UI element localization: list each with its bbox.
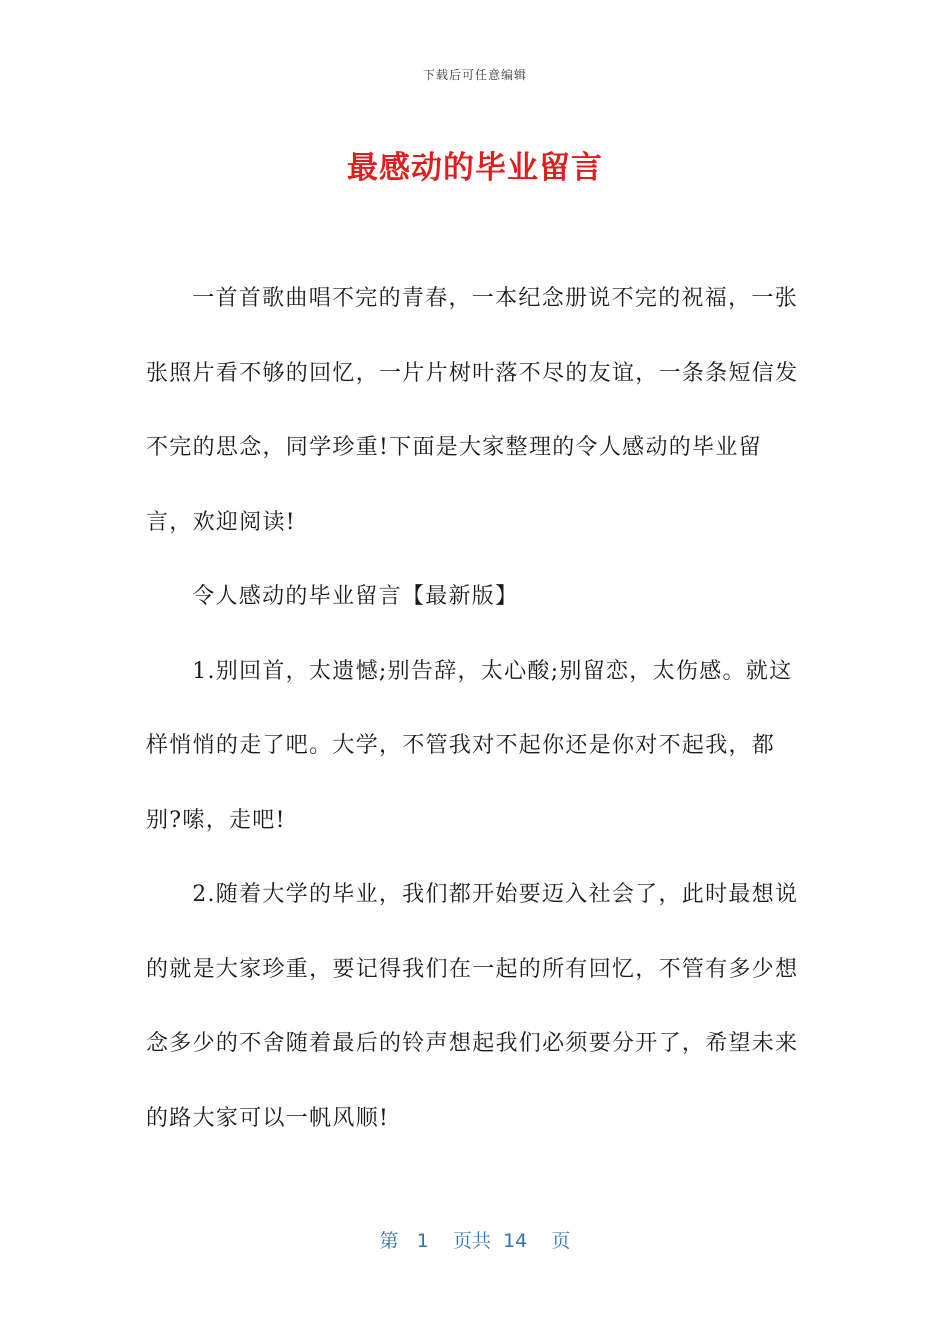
document-body [146, 262, 806, 1156]
page-footer [0, 1226, 950, 1253]
document-title: 最感动的毕业留言 [347, 150, 603, 186]
footer-prefix: 第 [379, 1230, 399, 1252]
footer-suffix: 页 [551, 1230, 571, 1252]
intro-paragraph: 一首首歌曲唱不完的青春，一本纪念册说不完的祝福，一张张照片看不够的回忆，一片片树叶落不尽的友谊，一条条短信发不完的思念，同学珍重!下面是大家整理的令人感动的毕业留言，欢迎阅读! [146, 286, 799, 535]
footer-total-pages: 14 [503, 1230, 528, 1252]
message-item-1: 1.别回首，太遗憾;别告辞，太心酸;别留恋，太伤感。就这样悄悄的走了吧。大学，不管我对不起你还是你对不起我，都别?嗦，走吧! [146, 658, 793, 833]
section-heading: 令人感动的毕业留言【最新版】 [192, 584, 519, 609]
footer-page-number: 1 [416, 1230, 429, 1252]
header-note: 下载后可任意编辑 [422, 68, 527, 82]
footer-middle: 页共 [452, 1230, 491, 1252]
message-item-2: 2.随着大学的毕业，我们都开始要迈入社会了，此时最想说的就是大家珍重，要记得我们在一起的所有回忆，不管有多少想念多少的不舍随着最后的铃声想起我们必须要分开了，希望未来的路大家可以一帆风顺! [146, 882, 799, 1131]
